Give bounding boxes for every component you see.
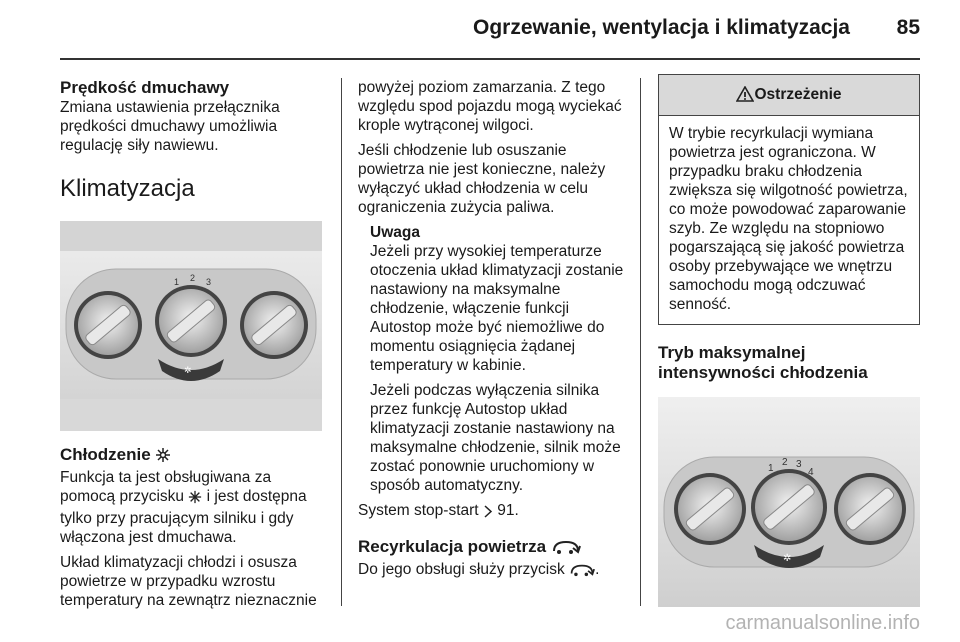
fan-speed-text: Zmiana ustawienia przełącznika prędkości dmuchawy umożliwia regulację siły nawiewu. bbox=[60, 99, 280, 154]
fan-level-label: 2 bbox=[190, 273, 196, 283]
recirculation-text: Do jego obsługi służy przycisk . bbox=[358, 560, 628, 582]
svg-text:✲: ✲ bbox=[184, 365, 192, 375]
cooling-heading bbox=[60, 445, 330, 468]
reference-page[interactable]: 91. bbox=[497, 502, 519, 519]
column-right bbox=[658, 78, 920, 607]
warning-header bbox=[659, 75, 919, 116]
cooling-text-a: Funkcja ta jest obsługiwana za pomocą przycisku bbox=[60, 469, 272, 505]
section-title: Klimatyzacja bbox=[60, 175, 195, 202]
max-cooling-heading: Tryb maksymalnej intensywności chłodzenia bbox=[658, 343, 868, 382]
page-reference-arrow-icon bbox=[483, 504, 493, 523]
cooling-heading-text: Chłodzenie bbox=[60, 445, 151, 464]
fan-speed-heading: Prędkość dmuchawy bbox=[60, 78, 230, 97]
warning-body bbox=[659, 116, 919, 324]
snowflake-icon bbox=[155, 447, 171, 468]
warning-triangle-icon bbox=[736, 78, 754, 118]
warning-box bbox=[658, 74, 920, 325]
header-rule bbox=[60, 58, 920, 60]
paragraph: powyżej poziom zamarzania. Z tego względu spod pojazdu mogą wyciekać krople wytrąconej wilgoci. bbox=[358, 79, 622, 134]
fan-level-label: 3 bbox=[206, 277, 212, 287]
column-middle bbox=[358, 78, 628, 588]
fan-level-label: 4 bbox=[808, 467, 814, 478]
recirculation-heading-text: Recyrkulacja powietrza bbox=[358, 537, 547, 556]
column-divider bbox=[341, 78, 342, 606]
snowflake-icon bbox=[188, 490, 202, 509]
column-left bbox=[60, 78, 330, 616]
watermark: carmanualsonline.info bbox=[725, 612, 920, 634]
cooling-text bbox=[60, 468, 330, 547]
fan-level-label: 1 bbox=[768, 463, 774, 474]
fan-level-label: 2 bbox=[782, 457, 788, 468]
fan-level-label: 1 bbox=[174, 277, 180, 287]
recirculation-icon bbox=[569, 563, 595, 582]
reference-text: System stop-start bbox=[358, 502, 479, 519]
warning-text: W trybie recyrkulacji wymiana powietrza jest ograniczona. W przypadku braku chłodzenia zwiększa się wilgotność powietrza, co może powodować zaparowanie szyb. Ze względu na stopniowo pogarszającą się jakość powietrza osoby przebywające we wnętrzu samochodu mogą odczuwać senność. bbox=[669, 125, 908, 313]
note-label: Uwaga bbox=[370, 224, 420, 241]
note-block bbox=[358, 223, 628, 495]
svg-text:✲: ✲ bbox=[783, 553, 792, 564]
chapter-title: Ogrzewanie, wentylacja i klimatyzacja bbox=[472, 16, 850, 39]
climate-control-photo bbox=[658, 397, 920, 607]
recirculation-text-content: Do jego obsługi służy przycisk bbox=[358, 561, 565, 578]
cross-reference bbox=[358, 501, 628, 523]
note-text: Jeżeli przy wysokiej temperaturze otoczenia układ klimatyzacji zostanie nastawiony na maksymalne chłodzenie, włączenie funkcji Autostop może być niemożliwe do momentu osiągnięcia żądanej temperatury w kabinie. bbox=[370, 243, 624, 374]
warning-title: Ostrzeżenie bbox=[754, 86, 842, 103]
cooling-text-b: i jest dostępna tylko przy pracującym silniku i gdy włączona jest dmuchawa. bbox=[60, 488, 307, 546]
column-divider bbox=[640, 78, 641, 606]
note-text: Jeżeli podczas wyłączenia silnika przez funkcję Autostop układ klimatyzacji zostanie nastawiony na maksymalne chłodzenie, silnik może zostać ponownie uruchomiony w sposób automatyczny. bbox=[370, 382, 621, 494]
cooling-text-2: Układ klimatyzacji chłodzi i osusza powietrze w przypadku wzrostu temperatury na zewnątrz nieznacznie bbox=[60, 554, 317, 609]
fan-level-label: 3 bbox=[796, 459, 802, 470]
recirculation-icon bbox=[551, 539, 581, 560]
recirculation-heading bbox=[358, 537, 628, 560]
climate-control-photo bbox=[60, 221, 322, 431]
paragraph: Jeśli chłodzenie lub osuszanie powietrza nie jest konieczne, należy wyłączyć układ chłodzenia w celu ograniczenia zużycia paliwa. bbox=[358, 142, 606, 216]
page-number: 85 bbox=[896, 16, 920, 39]
